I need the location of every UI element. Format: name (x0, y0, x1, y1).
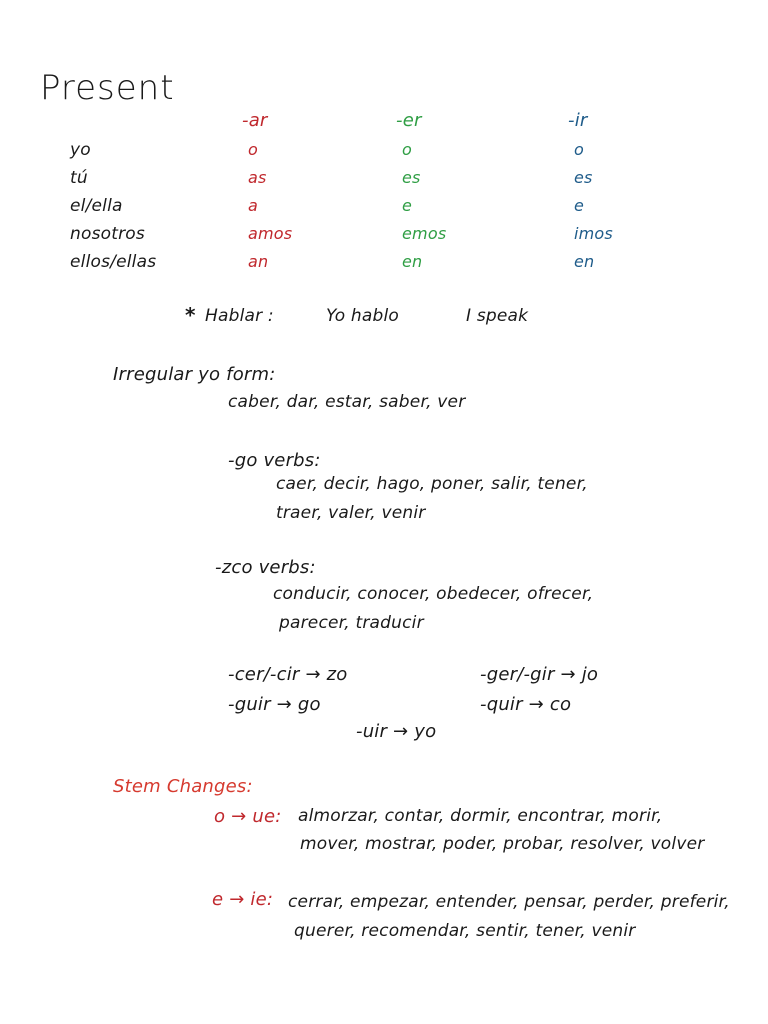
ending-header-1: -er (396, 110, 422, 131)
go-verbs-line1: caer, decir, hago, poner, salir, tener, (276, 474, 588, 494)
zco-verbs-line1: conducir, conocer, obedecer, ofrecer, (273, 584, 594, 604)
example-spanish: Yo hablo (326, 306, 400, 326)
ending-cell-2-1: e (402, 196, 413, 215)
e-ie-line2: querer, recomendar, sentir, tener, venir (294, 921, 636, 941)
rule-cer-cir: -cer/-cir → zo (228, 664, 348, 685)
zco-verbs-line2: parecer, traducir (279, 613, 424, 633)
ending-cell-3-2: imos (574, 224, 613, 243)
ending-cell-0-1: o (402, 140, 412, 159)
ending-header-2: -ir (568, 110, 588, 131)
ending-cell-1-1: es (402, 168, 421, 187)
pronoun-3: nosotros (70, 224, 145, 244)
ending-cell-0-0: o (248, 140, 258, 159)
page-title: Present (40, 68, 175, 108)
ending-cell-1-0: as (248, 168, 267, 187)
star-icon: * (185, 303, 196, 327)
ending-cell-3-1: emos (402, 224, 447, 243)
ending-cell-4-2: en (574, 252, 595, 271)
example-verb: Hablar : (205, 306, 274, 326)
rule-quir: -quir → co (480, 694, 572, 715)
go-verbs-line2: traer, valer, venir (276, 503, 426, 523)
go-verbs-heading: -go verbs: (228, 450, 321, 471)
irregular-yo-list: caber, dar, estar, saber, ver (228, 392, 466, 412)
pronoun-0: yo (70, 140, 91, 160)
ending-cell-2-2: e (574, 196, 585, 215)
example-english: I speak (466, 306, 529, 326)
rule-guir: -guir → go (228, 694, 321, 715)
ending-cell-4-1: en (402, 252, 423, 271)
ending-header-0: -ar (242, 110, 268, 131)
irregular-yo-heading: Irregular yo form: (113, 364, 276, 385)
o-ue-line2: mover, mostrar, poder, probar, resolver, volver (300, 834, 705, 854)
o-ue-label: o → ue: (214, 806, 282, 827)
pronoun-2: el/ella (70, 196, 123, 216)
pronoun-1: tú (70, 168, 88, 188)
rule-uir: -uir → yo (356, 721, 437, 742)
stem-changes-heading: Stem Changes: (113, 776, 253, 797)
o-ue-line1: almorzar, contar, dormir, encontrar, morir, (298, 806, 663, 826)
e-ie-line1: cerrar, empezar, entender, pensar, perder, preferir, (288, 892, 730, 912)
pronoun-4: ellos/ellas (70, 252, 157, 272)
e-ie-label: e → ie: (212, 889, 274, 910)
ending-cell-1-2: es (574, 168, 593, 187)
ending-cell-4-0: an (248, 252, 269, 271)
rule-ger-gir: -ger/-gir → jo (480, 664, 599, 685)
ending-cell-3-0: amos (248, 224, 293, 243)
ending-cell-0-2: o (574, 140, 584, 159)
ending-cell-2-0: a (248, 196, 259, 215)
zco-verbs-heading: -zco verbs: (215, 557, 316, 578)
